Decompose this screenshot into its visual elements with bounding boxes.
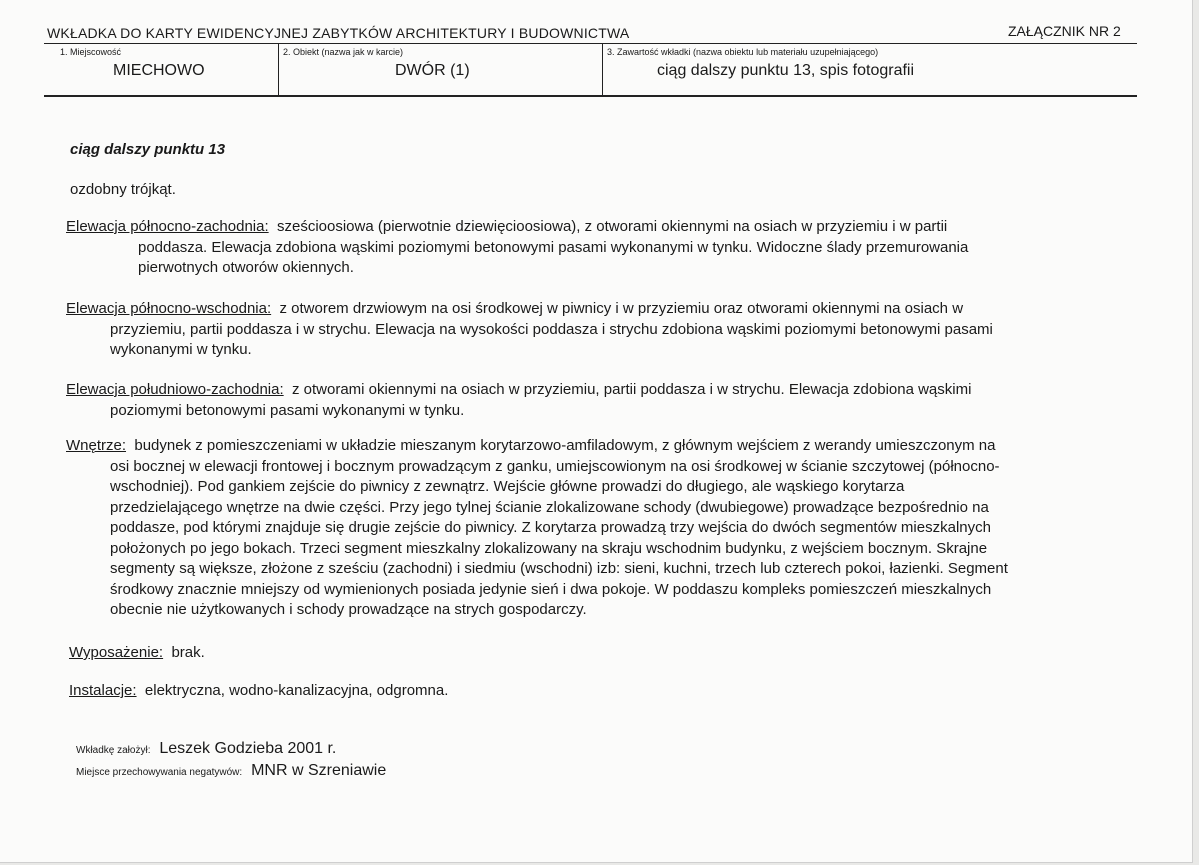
field-content-value: ciąg dalszy punktu 13, spis fotografii — [657, 62, 915, 79]
intro-text: ozdobny trójkąt. — [70, 181, 176, 198]
field-object-value: DWÓR (1) — [395, 62, 470, 79]
label-ne-elevation: Elewacja północno-wschodnia: — [66, 300, 272, 317]
footer-negatives-value: MNR w Szreniawie — [251, 762, 387, 779]
header-attachment: ZAŁĄCZNIK NR 2 — [1008, 23, 1121, 39]
footer-author — [76, 740, 336, 758]
header-title: WKŁADKA DO KARTY EWIDENCYJNEJ ZABYTKÓW ARCHITEKTURY I BUDOWNICTWA — [47, 25, 630, 41]
intro-paragraph — [70, 180, 176, 201]
paragraph-nw-elevation: Elewacja północno-zachodnia: sześcioosiowa (pierwotnie dziewięcioosiowa), z otworami okiennymi na osiach w przyziemiu i w partii poddasza. Elewacja zdobiona wąskimi poziomymi betonowymi pasami wykonanymi w tynku. Widoczne ślady przemurowania pierwotnych otworów okiennych. — [66, 218, 969, 276]
label-interior: Wnętrze: — [66, 437, 127, 454]
paragraph-ne-elevation: Elewacja północno-wschodnia: z otworem drzwiowym na osi środkowej w piwnicy i w przyziemiu oraz otworami okiennymi na osiach w przyziemiu, partii poddasza i w strychu. Elewacja na wysokości poddasza i strychu zdobiona wąskimi poziomymi betonowymi pasami wykonanymi w tynku. — [66, 300, 993, 358]
header-divider-2 — [602, 43, 603, 96]
field-content-label: 3. Zawartość wkładki (nazwa obiektu lub materiału uzupełniającego) — [607, 47, 879, 57]
header-divider-1 — [278, 43, 279, 96]
label-installations: Instalacje: — [69, 682, 137, 699]
field-locality-label: 1. Miejscowość — [60, 47, 122, 57]
field-locality-value: MIECHOWO — [113, 62, 205, 79]
paragraph-interior: Wnętrze: budynek z pomieszczeniami w układzie mieszanym korytarzowo-amfiladowym, z głównym wejściem z werandy umieszczonym na osi bocznej w elewacji frontowej i bocznym prowadzącym z ganku, umiejscowionym na osi środkowej w ścianie szczytowej (północno- wschodniej). Pod gankiem zejście do piwnicy z zewnątrz. Wejście główne prowadzi do długiego, ale wąskiego korytarza przedzielającego wnętrze na dwie części. Przy jego tylnej ścianie zlokalizowane schody (dwubiegowe) prowadzące bezpośrednio na poddasze, pod którymi znajduje się drugie zejście do piwnicy. Z korytarza prowadzą trzy wejścia do dwóch segmentów mieszkalnych położonych po jego bokach. Trzeci segment mieszkalny zlokalizowany na skraju wschodnim budynku, z wejściem bocznym. Skrajne segmenty są większe, złożone z sześciu (zachodni) i siedmiu (wschodni) izb: sieni, kuchni, trzech lub czterech pokoi, łazienki. Segment środkowy znacznie mniejszy od wymienionych posiada jedynie sień i dwa pokoje. W poddaszu kompleks pomieszczeń mieszkalnych obecnie nie użytkowanych i schody prowadzące na strych gospodarczy. — [66, 437, 1008, 618]
label-equipment: Wyposażenie: — [69, 644, 164, 661]
paragraph-equipment: Wyposażenie: brak. — [69, 644, 205, 661]
footer-author-label: Wkładkę założył: — [76, 745, 151, 756]
header-top-rule — [44, 43, 1137, 44]
paragraph-sw-elevation: Elewacja południowo-zachodnia: z otworami okiennymi na osiach w przyziemiu, partii poddasza i w strychu. Elewacja zdobiona wąskimi poziomymi betonowymi pasami wykonanymi w tynku. — [66, 381, 972, 419]
footer-negatives-label: Miejsce przechowywania negatywów: — [76, 767, 243, 778]
section-heading: ciąg dalszy punktu 13 — [70, 141, 226, 158]
paragraph-installations: Instalacje: elektryczna, wodno-kanalizacyjna, odgromna. — [69, 682, 449, 699]
footer-author-value: Leszek Godzieba 2001 r. — [159, 740, 337, 757]
header-bottom-rule — [44, 95, 1137, 97]
label-sw-elevation: Elewacja południowo-zachodnia: — [66, 381, 284, 398]
footer-negatives — [76, 762, 386, 780]
label-nw-elevation: Elewacja północno-zachodnia: — [66, 218, 269, 235]
field-object-label: 2. Obiekt (nazwa jak w karcie) — [283, 47, 404, 57]
